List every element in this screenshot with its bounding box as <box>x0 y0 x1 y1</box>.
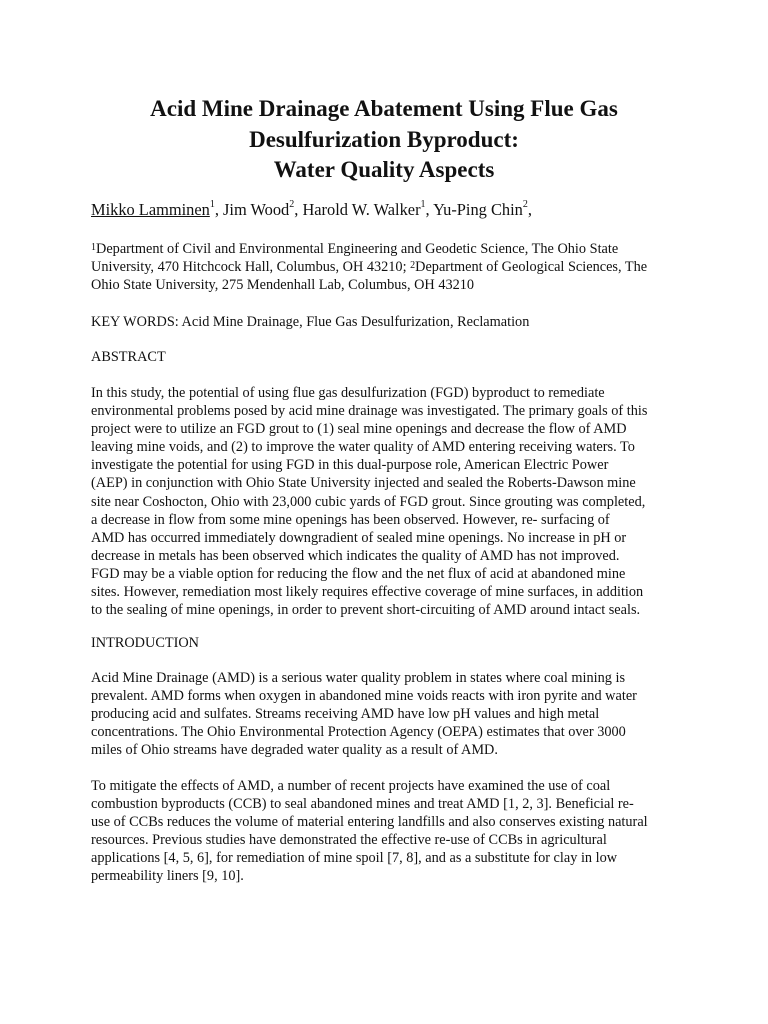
text-line: Acid Mine Drainage (AMD) is a serious water quality problem in states where coal mining is <box>91 670 626 686</box>
text-line: In this study, the potential of using flue gas desulfurization (FGD) byproduct to remediate <box>91 385 605 401</box>
text-line: project were to utilize an FGD grout to (1) seal mine openings and decrease the flow of AMD <box>91 421 627 438</box>
paper-title <box>60 94 708 186</box>
keywords: KEY WORDS: Acid Mine Drainage, Flue Gas Desulfurization, Reclamation <box>91 314 530 330</box>
author-list <box>91 200 532 220</box>
affiliation-mark: 1 <box>91 242 96 253</box>
author-name: , Yu-Ping Chin <box>425 200 523 219</box>
affiliation-text: Department of Geological Sciences, The <box>415 259 648 276</box>
introduction-paragraph-1 <box>91 669 637 759</box>
text-line: applications [4, 5, 6], for remediation of mine spoil [7, 8], and as a substitute for clay in low <box>91 850 618 867</box>
text-line: to the sealing of mine openings, in order to prevent short-circuiting of AMD around intact seals. <box>91 602 641 619</box>
author-affiliation-mark: 2 <box>522 199 528 210</box>
author-name: , Jim Wood <box>214 200 290 219</box>
affiliation-line <box>91 240 647 258</box>
affiliation-text: University, 470 Hitchcock Hall, Columbus, OH 43210; <box>91 259 411 276</box>
text-line: FGD may be a viable option for reducing the flow and the net flux of acid at abandoned mine <box>91 565 626 582</box>
abstract-body <box>91 384 647 619</box>
introduction-paragraph-2 <box>91 777 648 886</box>
author-list-trail: , <box>527 200 532 219</box>
text-line: (AEP) in conjunction with Ohio State University injected and sealed the Roberts-Dawson mine <box>91 475 636 492</box>
title-line-1: Acid Mine Drainage Abatement Using Flue Gas <box>150 96 618 121</box>
title-line-2: Desulfurization Byproduct: <box>249 126 519 152</box>
abstract-heading: ABSTRACT <box>91 349 166 365</box>
text-line: combustion byproducts (CCB) to seal abandoned mines and treat AMD [1, 2, 3]. Beneficial re- <box>91 796 634 813</box>
affiliation-text: Department of Civil and Environmental Engineering and Geodetic Science, The Ohio State <box>96 241 619 257</box>
affiliation-line: Ohio State University, 275 Mendenhall Lab, Columbus, OH 43210 <box>91 277 475 294</box>
text-line: To mitigate the effects of AMD, a number of recent projects have examined the use of coal <box>91 778 611 794</box>
text-line: investigate the potential for using FGD in this dual-purpose role, American Electric Power <box>91 457 609 474</box>
text-line: leaving mine voids, and (2) to improve the water quality of AMD entering receiving waters. To <box>91 439 635 456</box>
affiliation-mark: 2 <box>410 260 416 272</box>
text-line: producing acid and sulfates. Streams receiving AMD have low pH values and high metal <box>91 706 600 723</box>
affiliations <box>91 240 647 294</box>
text-line: concentrations. The Ohio Environmental Protection Agency (OEPA) estimates that over 3000 <box>91 724 626 741</box>
text-line: sites. However, remediation most likely requires effective coverage of mine surfaces, in addition <box>91 584 644 601</box>
text-line: AMD has occurred immediately downgradient of sealed mine openings. No increase in pH or <box>91 529 627 546</box>
author-affiliation-mark: 1 <box>420 199 426 210</box>
text-line: use of CCBs reduces the volume of material entering landfills and also conserves existing natural <box>91 814 648 831</box>
author-name: , Harold W. Walker <box>294 200 421 219</box>
text-line: resources. Previous studies have demonstrated the effective re-use of CCBs in agricultural <box>91 832 607 849</box>
introduction-heading: INTRODUCTION <box>91 635 200 651</box>
text-line: site near Coshocton, Ohio with 23,000 cubic yards of FGD grout. Since grouting was completed, <box>91 493 646 510</box>
text-line: a decrease in flow from some mine openings has been observed. However, re- surfacing of <box>91 511 610 528</box>
title-line-3: Water Quality Aspects <box>273 157 495 182</box>
text-line: decrease in metals has been observed which indicates the quality of AMD has not improved. <box>91 547 620 564</box>
affiliation-line <box>91 258 647 276</box>
text-line: environmental problems posed by acid mine drainage was investigated. The primary goals of this <box>91 403 648 420</box>
text-line: permeability liners [9, 10]. <box>91 868 244 885</box>
text-line: miles of Ohio streams have degraded water quality as a result of AMD. <box>91 742 498 759</box>
text-line: prevalent. AMD forms when oxygen in abandoned mine voids reacts with iron pyrite and water <box>91 688 637 705</box>
author-affiliation-mark: 2 <box>289 199 295 210</box>
author-name: Mikko Lamminen <box>91 200 210 219</box>
author-affiliation-mark: 1 <box>209 199 215 210</box>
